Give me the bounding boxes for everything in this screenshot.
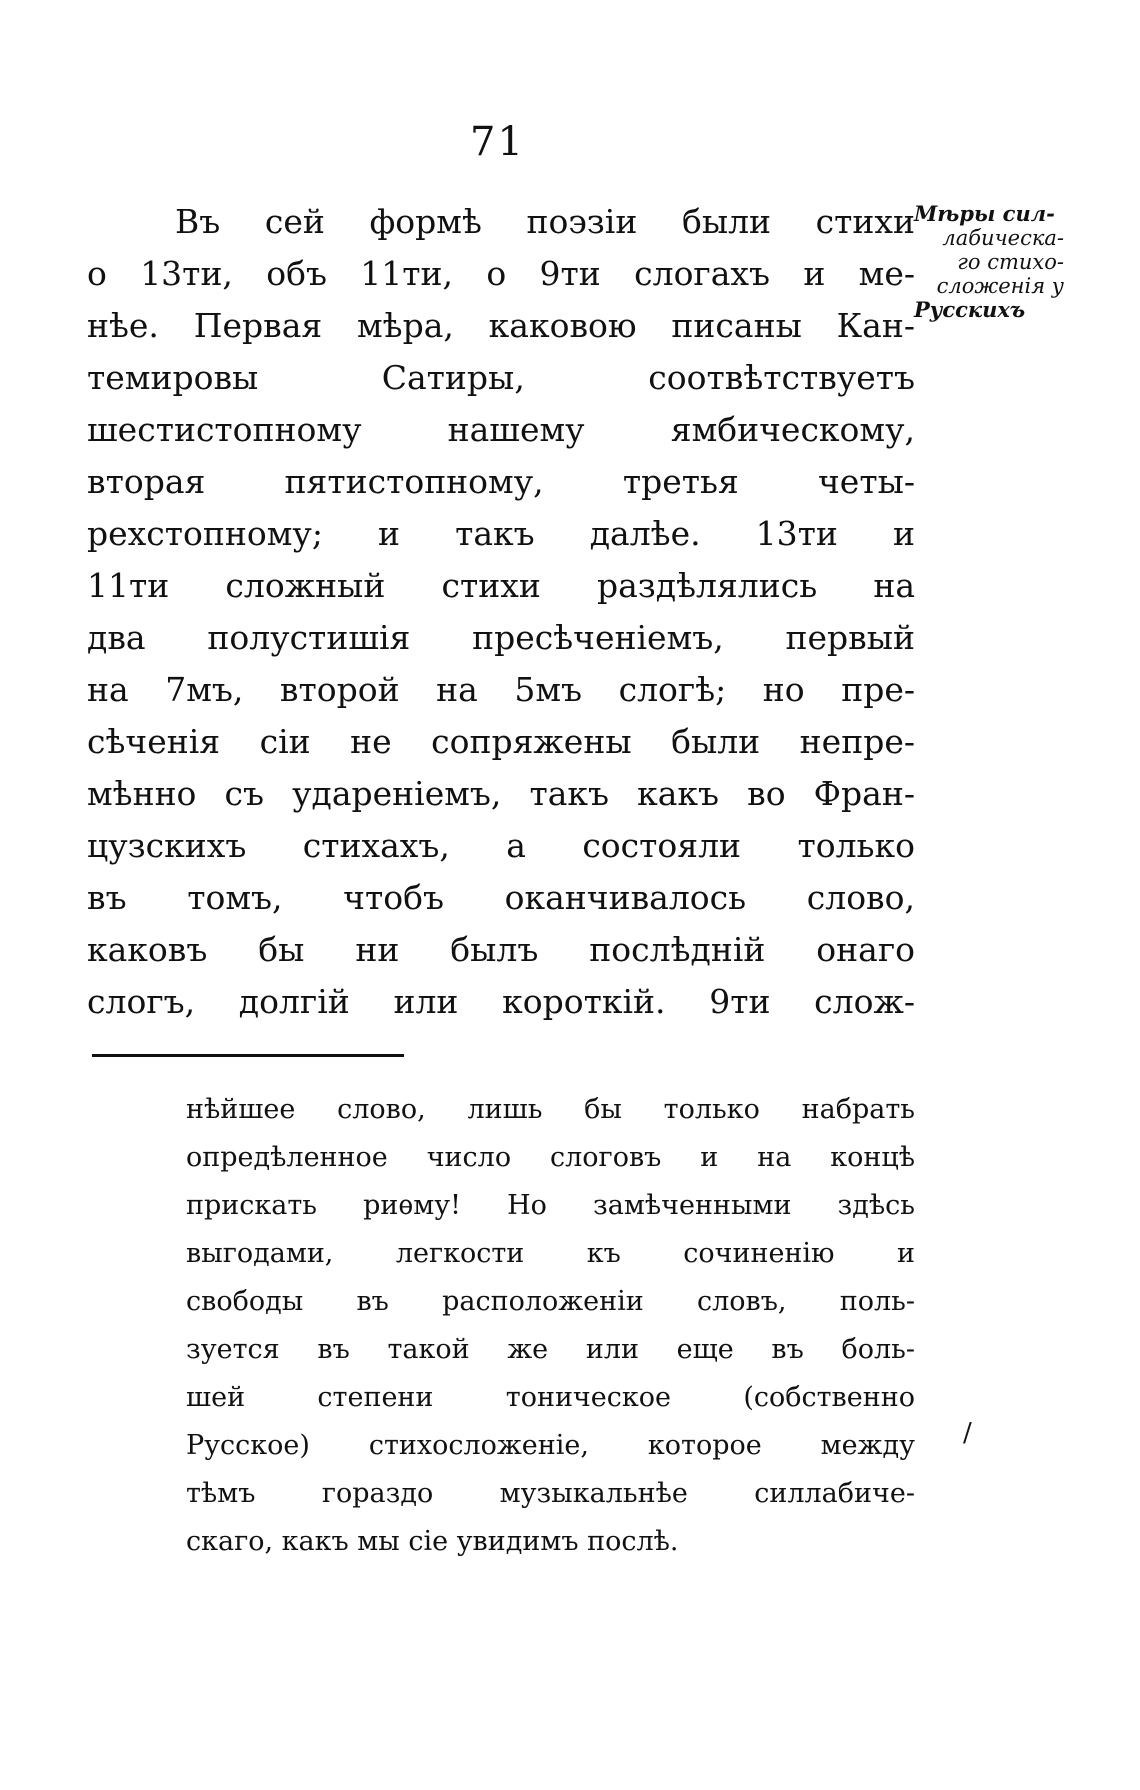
main-text-line: мѣнно съ удареніемъ, такъ какъ во Фран- [87,774,915,813]
footnote-line: Русское) стихосложеніе, которое между [186,1430,915,1461]
footnote-line: свободы въ расположеніи словъ, поль- [186,1286,915,1317]
footnote-line: зуется въ такой же или еще въ боль- [186,1334,915,1365]
main-text-line: шестистопному нашему ямбическому, [87,410,915,449]
main-text-line: цузскихъ стихахъ, а состояли только [87,826,915,865]
footnote [186,1086,915,1566]
main-text-line: сѣченія сіи не сопряжены были непре- [87,722,915,761]
main-text-line: нѣе. Первая мѣра, каковою писаны Кан- [87,306,915,345]
main-text-line: о 13ти, объ 11ти, о 9ти слогахъ и ме- [87,254,915,293]
main-text-line: слогъ, долгій или короткій. 9ти слож- [87,982,915,1021]
main-text-line: Въ сей формѣ поэзіи были стихи [175,202,915,241]
margin-note-line: Русскихъ [914,297,1026,322]
footnote-line: опредѣленное число слоговъ и на концѣ [186,1142,915,1173]
main-text-line: въ томъ, чтобъ оканчивалось слово, [87,878,915,917]
margin-note-line: лабическа- [942,226,1064,250]
footnote-line: прискать риѳму! Но замѣченными здѣсь [186,1190,915,1221]
footnote-line: нѣйшее слово, лишь бы только набрать [186,1094,915,1125]
margin-note-line: го стихо- [957,250,1064,274]
margin-note [914,202,1064,322]
main-text-line: на 7мъ, второй на 5мъ слогѣ; но пре- [87,670,915,709]
main-text-line: вторая пятистопному, третья четы- [87,462,915,501]
footnote-line: выгодами, легкости къ сочиненію и [186,1238,915,1269]
main-text-line: 11ти сложный стихи раздѣлялись на [87,566,915,605]
page-number: 71 [470,119,525,165]
main-text-line: темировы Сатиры, соотвѣтствуетъ [87,358,915,397]
main-text-line: каковъ бы ни былъ послѣдній онаго [87,930,915,969]
footnote-line: шей степени тоническое (собственно [186,1382,915,1413]
main-text-line: два полустишія пресѣченіемъ, первый [87,618,915,657]
margin-note-line: Мѣры сил- [914,201,1055,226]
footnote-rule [92,1054,404,1057]
margin-note-line: сложенія у [936,274,1064,298]
main-text-line: рехстопному; и такъ далѣе. 13ти и [87,514,915,553]
stray-mark: / [963,1418,972,1448]
footnote-line: скаго, какъ мы сіе увидимъ послѣ. [186,1526,679,1557]
main-text [87,196,915,1028]
footnote-line: тѣмъ гораздо музыкальнѣе силлабиче- [186,1478,915,1509]
